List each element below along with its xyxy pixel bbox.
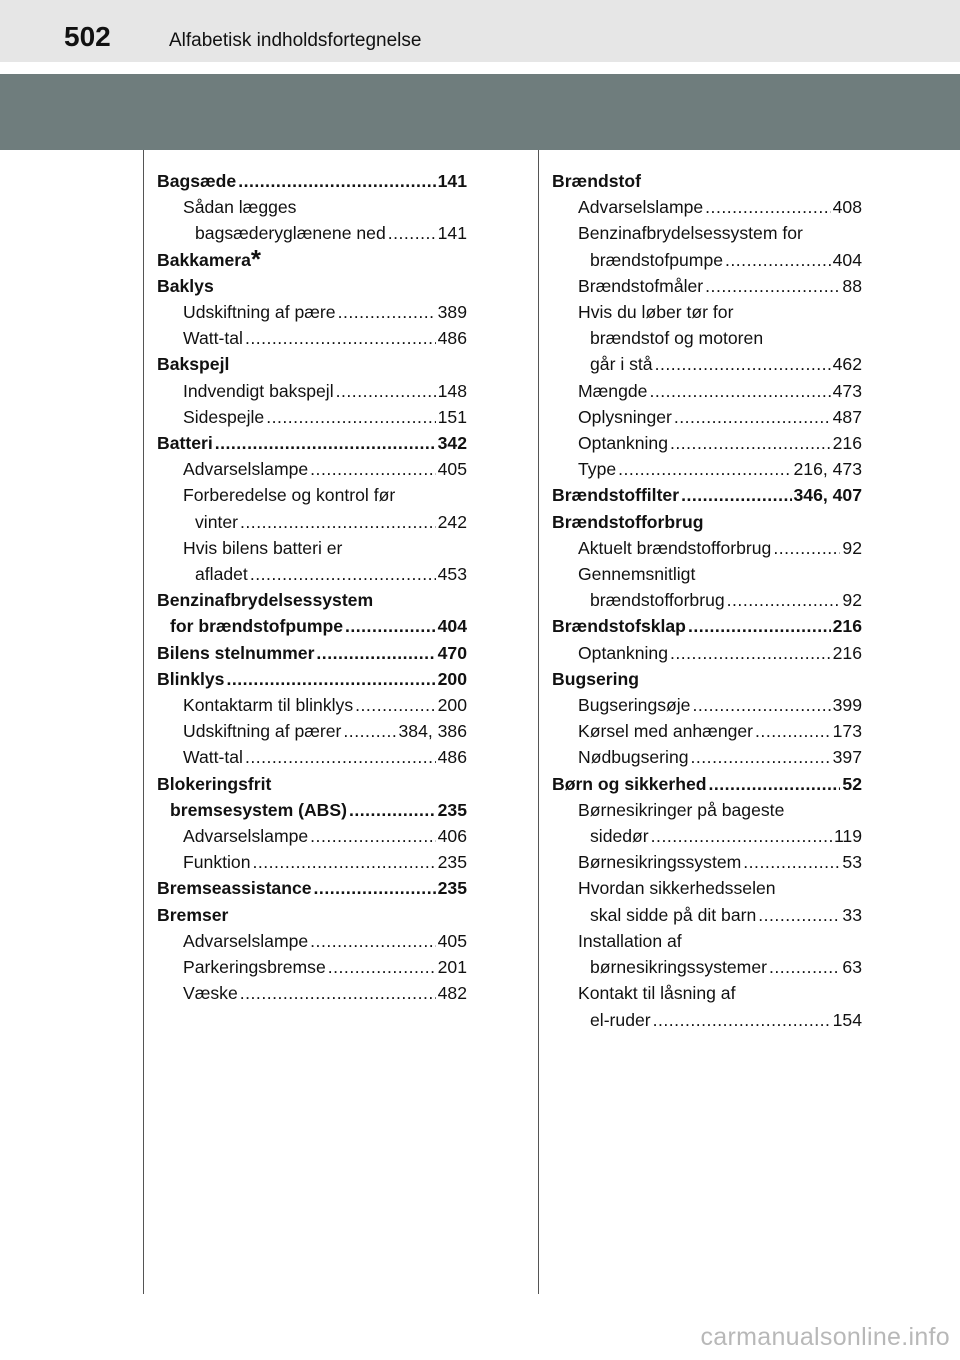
index-subentry [157,980,467,1006]
index-term: Watt-tal [183,747,243,768]
page-reference: 406 [437,826,467,847]
index-term: Brændstofsklap [552,616,686,637]
index-line [552,430,862,456]
index-subentry [157,194,467,246]
index-line [157,666,467,692]
dot-leader [708,771,840,797]
index-term: Hvis bilens batteri er [183,537,343,558]
dot-leader [755,718,831,744]
index-subentry [157,744,467,770]
index-entry [157,640,467,666]
index-entry [157,351,467,377]
index-subentry [552,194,862,220]
dot-leader [338,299,436,325]
index-line [157,194,467,220]
dot-leader [691,744,831,770]
index-line [157,535,467,561]
index-line [552,666,862,692]
page-reference: 151 [437,406,467,427]
page-reference: 486 [437,747,467,768]
index-line [552,771,862,797]
index-line [552,561,862,587]
dot-leader [773,535,840,561]
index-line [552,640,862,666]
page-reference: 141 [437,223,467,244]
index-line [552,535,862,561]
index-term: Watt-tal [183,328,243,349]
page-reference: 216 [832,616,862,637]
page-reference: 173 [832,721,862,742]
index-subentry [552,797,862,849]
index-line [552,378,862,404]
page-reference: 52 [842,773,862,794]
index-line [552,325,862,351]
index-line [552,587,862,613]
dot-leader [688,613,831,639]
dot-leader [705,273,840,299]
page-reference: 404 [437,616,467,637]
index-term: Funktion [183,852,251,873]
index-line [552,823,862,849]
index-subentry [552,220,862,272]
index-term: Brændstof [552,171,641,191]
index-term: bremsesystem (ABS) [170,799,347,820]
index-term: Benzinafbrydelsessystem for [578,223,803,244]
chapter-title: Alfabetisk indholdsfortegnelse [169,30,422,51]
dot-leader [343,718,396,744]
index-line [157,482,467,508]
index-line [157,587,467,613]
page-reference: 405 [437,459,467,480]
dot-leader [670,430,831,456]
index-line [157,351,467,377]
index-line [157,299,467,325]
dot-leader [649,378,830,404]
index-term: børnesikringssystemer [590,957,767,978]
index-line [157,456,467,482]
index-subentry [552,640,862,666]
index-entry [552,666,862,692]
dot-leader [725,247,831,273]
index-term: Advarselslampe [183,459,309,480]
page-reference: 389 [437,302,467,323]
index-line [552,351,862,377]
index-subentry [157,849,467,875]
page-number: 502 [64,21,111,52]
index-term: Baklys [157,275,214,296]
index-subentry [157,718,467,744]
index-term: el-ruder [590,1009,651,1030]
index-subentry [552,299,862,378]
index-entry [157,243,467,274]
index-subentry [157,692,467,718]
dot-leader [310,456,435,482]
index-term: brændstofpumpe [590,249,724,270]
index-term: Kørsel med anhænger [578,721,754,742]
index-term: for brændstofpumpe [170,616,343,637]
page-reference: 473 [832,380,862,401]
page-reference: 216 [832,642,862,663]
index-subentry [552,456,862,482]
index-line [157,613,467,639]
index-line [157,325,467,351]
dot-leader [316,640,435,666]
dot-leader [336,378,436,404]
index-term: Bremseassistance [157,878,312,899]
page-reference: 470 [437,642,467,663]
index-line [157,849,467,875]
index-subentry [157,456,467,482]
index-subentry [552,430,862,456]
dot-leader [266,404,435,430]
index-line [157,220,467,246]
index-line [552,1007,862,1033]
page-reference: 33 [842,904,862,925]
index-line [157,404,467,430]
index-term: Bugsering [552,668,639,689]
column-divider-right [538,150,539,1294]
page-reference: 404 [832,249,862,270]
index-term: går i stå [590,354,653,375]
index-subentry [157,482,467,534]
index-entry [552,509,862,535]
index-line [552,299,862,325]
index-term: Gennemsnitligt [578,564,696,585]
index-line [552,980,862,1006]
index-term: Børnesikringssystem [578,852,742,873]
index-subentry [552,849,862,875]
dot-leader [355,692,436,718]
index-line [552,456,862,482]
index-term: brændstofforbrug [590,590,725,611]
index-entry [157,771,467,823]
dot-leader [670,640,831,666]
page-reference: 399 [832,695,862,716]
page-reference: 119 [833,826,862,847]
index-column-right [552,168,862,1033]
column-divider-left [143,150,144,1294]
index-term: Bugseringsøje [578,695,691,716]
dot-leader [245,744,436,770]
index-line [157,509,467,535]
page-reference: 235 [437,799,467,820]
dot-leader [252,849,435,875]
index-term: Installation af [578,930,682,951]
index-term: Type [578,459,617,480]
index-term: Brændstoffilter [552,485,680,506]
index-line [552,273,862,299]
index-term: Børnesikringer på bageste [578,799,785,820]
index-line [552,954,862,980]
page-reference: 92 [842,590,862,611]
index-line [552,692,862,718]
index-subentry [157,325,467,351]
dot-leader [215,430,436,456]
index-term: Udskiftning af pære [183,302,336,323]
page-reference: 201 [437,957,467,978]
index-subentry [552,404,862,430]
dot-leader [681,482,791,508]
index-entry [157,430,467,456]
index-line [157,718,467,744]
index-term: Hvis du løber tør for [578,302,734,323]
dot-leader [314,875,436,901]
index-line [157,168,467,194]
dot-leader [240,980,436,1006]
index-term: sidedør [590,826,649,847]
page-reference: 53 [842,852,862,873]
page-reference: 200 [437,668,467,689]
index-term: Advarselslampe [183,826,309,847]
dot-leader [226,666,435,692]
page-reference: 462 [832,354,862,375]
dot-leader [388,220,436,246]
index-line [157,980,467,1006]
page-reference: 216 [832,433,862,454]
index-line [157,771,467,797]
page-reference: 342 [437,433,467,454]
dot-leader [674,404,831,430]
index-term: Blokeringsfrit [157,773,272,794]
index-line [157,378,467,404]
dot-leader [349,797,436,823]
index-term: brændstof og motoren [590,328,764,349]
index-subentry [552,692,862,718]
index-entry [552,613,862,639]
index-subentry [157,823,467,849]
index-subentry [157,404,467,430]
index-term: Bagsæde [157,171,237,191]
header-gap [0,62,960,74]
dot-leader [653,1007,831,1033]
index-term: vinter [195,511,239,532]
index-term: Sidespejle [183,406,265,427]
dot-leader [345,613,436,639]
index-term: Advarselslampe [578,197,704,218]
index-term: Kontaktarm til blinklys [183,695,354,716]
index-term: Mængde [578,380,648,401]
index-term: Bremser [157,904,229,925]
index-term: Brændstofforbrug [552,511,704,532]
index-term: Parkeringsbremse [183,957,326,978]
index-line [157,928,467,954]
page-reference: 235 [437,878,467,899]
index-term: Bakkamera [157,249,251,270]
index-term: Batteri [157,433,213,454]
page-reference: 453 [437,564,467,585]
index-line [552,613,862,639]
index-entry [157,587,467,639]
index-line [552,509,862,535]
index-entry [157,875,467,901]
index-column-left [157,168,467,1007]
index-line [552,247,862,273]
index-line [552,875,862,901]
dot-leader [651,823,832,849]
dot-leader [240,509,436,535]
dot-leader [727,587,841,613]
index-line [552,797,862,823]
index-term: Indvendigt bakspejl [183,380,334,401]
dot-leader [655,351,831,377]
index-entry [157,168,467,194]
index-subentry [552,561,862,613]
index-line [157,823,467,849]
page-reference: 92 [842,537,862,558]
page-reference: 141 [437,171,467,191]
index-subentry [552,273,862,299]
page-header [0,0,960,62]
index-line [157,561,467,587]
index-term: Væske [183,983,238,1004]
section-banner [0,74,960,150]
index-entry [157,273,467,299]
index-line [552,928,862,954]
index-line [552,902,862,928]
page-reference: 397 [832,747,862,768]
index-term: Bakspejl [157,354,230,375]
index-line [552,849,862,875]
dot-leader [250,561,436,587]
index-term: Optankning [578,433,668,454]
dot-leader [705,194,830,220]
dot-leader [310,823,435,849]
index-line [157,954,467,980]
index-term: Bilens stelnummer [157,642,315,663]
dot-leader [618,456,791,482]
index-line [552,168,862,194]
dot-leader [245,325,436,351]
index-subentry [157,378,467,404]
index-subentry [552,718,862,744]
index-term: Blinklys [157,668,225,689]
dot-leader [310,928,435,954]
index-term: Kontakt til låsning af [578,983,736,1004]
index-term: Udskiftning af pærer [183,721,342,742]
index-line [552,482,862,508]
dot-leader [769,954,840,980]
index-term: skal sidde på dit barn [590,904,757,925]
dot-leader [692,692,830,718]
index-term: afladet [195,564,248,585]
index-subentry [157,299,467,325]
index-term: Benzinafbrydelsessystem [157,590,374,611]
page-reference: 200 [437,695,467,716]
index-line [157,744,467,770]
index-term: bagsæderyglænene ned [195,223,386,244]
index-subentry [552,378,862,404]
index-line [157,797,467,823]
index-entry [552,482,862,508]
dot-leader [758,902,840,928]
index-line [157,902,467,928]
index-line [157,430,467,456]
index-line [552,194,862,220]
page-reference: 216, 473 [793,459,862,480]
page-reference: 154 [832,1009,862,1030]
index-line [552,744,862,770]
index-entry [552,168,862,194]
index-line [552,220,862,246]
index-line [157,692,467,718]
page-reference: 405 [437,930,467,951]
page-reference: 235 [437,852,467,873]
index-line [157,875,467,901]
index-entry [157,666,467,692]
dot-leader [328,954,436,980]
index-line [157,640,467,666]
index-entry [157,902,467,928]
index-term: Hvordan sikkerhedsselen [578,878,776,899]
index-term: Aktuelt brændstofforbrug [578,537,772,558]
dot-leader [743,849,840,875]
page-reference: 88 [842,275,862,296]
index-subentry [157,954,467,980]
page-reference: 408 [832,197,862,218]
index-subentry [157,535,467,587]
page-reference: 486 [437,328,467,349]
page-reference: 482 [437,983,467,1004]
index-term: Forberedelse og kontrol før [183,485,396,506]
watermark: carmanualsonline.info [700,1323,950,1351]
dot-leader [238,168,435,194]
index-term: Brændstofmåler [578,275,704,296]
page-reference: 242 [437,511,467,532]
index-entry [552,771,862,797]
index-term: Børn og sikkerhed [552,773,707,794]
page-reference: 148 [437,380,467,401]
index-subentry [552,744,862,770]
page-reference: 63 [842,957,862,978]
index-term: Sådan lægges [183,197,297,218]
page-reference: 384, 386 [398,721,467,742]
page-reference: 346, 407 [793,485,862,506]
index-term: Optankning [578,642,668,663]
index-term: Nødbugsering [578,747,689,768]
index-line [552,718,862,744]
page-reference: 487 [832,406,862,427]
index-line [157,273,467,299]
index-line: Bakkamera * [157,243,262,274]
index-subentry [552,980,862,1032]
index-line [552,404,862,430]
index-term: Advarselslampe [183,930,309,951]
index-term: Oplysninger [578,406,672,427]
index-subentry [552,535,862,561]
index-subentry [552,875,862,927]
index-subentry [552,928,862,980]
index-subentry [157,928,467,954]
